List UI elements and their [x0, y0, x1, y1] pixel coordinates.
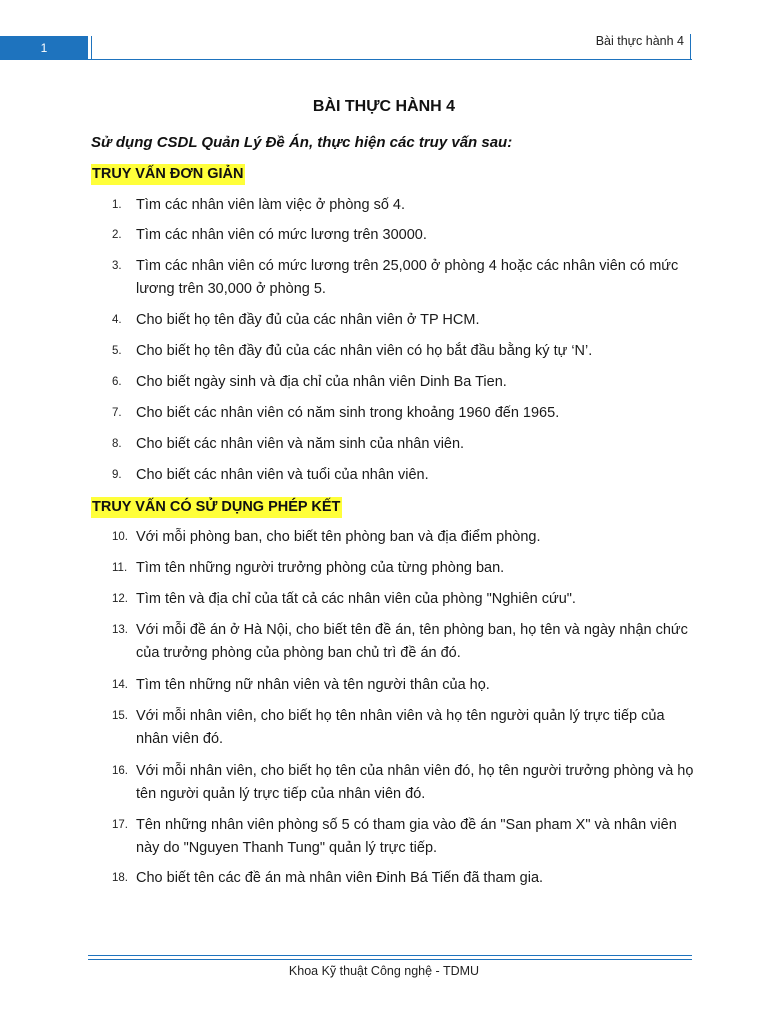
item-number: 14.	[112, 679, 128, 691]
list-item	[112, 402, 696, 425]
item-text: Với mỗi nhân viên, cho biết họ tên của nhân viên đó, họ tên người trưởng phòng và họ tên người quản lý trực tiếp của nhân viên đó.	[136, 763, 694, 802]
item-text: Với mỗi nhân viên, cho biết họ tên nhân viên và họ tên người quản lý trực tiếp của nhân viên đó.	[136, 708, 665, 747]
item-number: 2.	[112, 229, 122, 241]
item-text: Tìm tên và địa chỉ của tất cả các nhân viên của phòng "Nghiên cứu".	[136, 591, 576, 607]
list-item	[112, 705, 696, 751]
list-item	[112, 867, 696, 890]
item-number: 15.	[112, 710, 128, 722]
list-item	[112, 526, 696, 549]
list-item	[112, 224, 696, 247]
list-item	[112, 760, 696, 806]
list-item	[112, 255, 696, 301]
header-tick-left	[91, 36, 92, 59]
item-number: 16.	[112, 765, 128, 777]
item-text: Cho biết họ tên đầy đủ của các nhân viên ở TP HCM.	[136, 312, 480, 328]
item-text: Cho biết họ tên đầy đủ của các nhân viên có họ bắt đầu bằng ký tự ‘N’.	[136, 343, 593, 359]
item-text: Tìm tên những nữ nhân viên và tên người thân của họ.	[136, 677, 490, 693]
item-number: 8.	[112, 438, 122, 450]
list-item	[112, 619, 696, 665]
item-text: Với mỗi đề án ở Hà Nội, cho biết tên đề án, tên phòng ban, họ tên và ngày nhận chức của trưởng phòng của phòng ban chủ trì đề án đó.	[136, 622, 688, 661]
item-text: Cho biết ngày sinh và địa chỉ của nhân viên Dinh Ba Tien.	[136, 374, 507, 390]
item-number: 9.	[112, 469, 122, 481]
list-item	[112, 194, 696, 217]
item-number: 11.	[112, 562, 128, 574]
header-rule	[88, 59, 692, 60]
section-heading-join-queries: TRUY VẤN CÓ SỬ DỤNG PHÉP KẾT	[91, 497, 342, 518]
item-number: 5.	[112, 345, 122, 357]
item-text: Tìm tên những người trưởng phòng của từng phòng ban.	[136, 560, 505, 576]
list-item	[112, 433, 696, 456]
header-tick-right	[690, 34, 691, 59]
item-text: Tìm các nhân viên làm việc ở phòng số 4.	[136, 197, 406, 213]
item-number: 12.	[112, 593, 128, 605]
footer-rule-bottom	[88, 959, 692, 960]
item-number: 18.	[112, 872, 128, 884]
item-number: 4.	[112, 314, 122, 326]
footer-text: Khoa Kỹ thuật Công nghệ - TDMU	[288, 964, 480, 978]
page-number: 1	[40, 41, 48, 55]
footer-rule-top	[88, 955, 692, 956]
document-subtitle: Sử dụng CSDL Quản Lý Đề Án, thực hiện các truy vấn sau:	[91, 134, 513, 151]
section-heading-simple-queries: TRUY VẤN ĐƠN GIẢN	[91, 164, 245, 185]
item-text: Tìm các nhân viên có mức lương trên 25,000 ở phòng 4 hoặc các nhân viên có mức lương trên 30,000 ở phòng 5.	[136, 258, 679, 297]
list-item	[112, 674, 696, 697]
item-number: 3.	[112, 260, 122, 272]
item-number: 17.	[112, 819, 128, 831]
page-number-tab	[0, 36, 88, 60]
document-title: BÀI THỰC HÀNH 4	[312, 98, 456, 115]
item-number: 6.	[112, 376, 122, 388]
item-number: 10.	[112, 531, 128, 543]
item-text: Cho biết tên các đề án mà nhân viên Đinh Bá Tiến đã tham gia.	[136, 870, 544, 886]
item-text: Với mỗi phòng ban, cho biết tên phòng ban và địa điểm phòng.	[136, 529, 541, 545]
item-number: 1.	[112, 199, 122, 211]
list-item	[112, 464, 696, 487]
list-item	[112, 371, 696, 394]
list-item	[112, 340, 696, 363]
list-item	[112, 588, 696, 611]
item-text: Tìm các nhân viên có mức lương trên 30000.	[136, 227, 427, 243]
item-text: Cho biết các nhân viên có năm sinh trong khoảng 1960 đến 1965.	[136, 405, 560, 421]
list-item	[112, 309, 696, 332]
item-text: Tên những nhân viên phòng số 5 có tham gia vào đề án "San pham X" và nhân viên này do "Nguyen Thanh Tung" quản lý trực tiếp.	[136, 817, 677, 856]
item-number: 7.	[112, 407, 122, 419]
item-number: 13.	[112, 624, 128, 636]
item-text: Cho biết các nhân viên và năm sinh của nhân viên.	[136, 436, 465, 452]
item-text: Cho biết các nhân viên và tuổi của nhân viên.	[136, 467, 429, 483]
running-head: Bài thực hành 4	[595, 34, 684, 48]
list-item	[112, 557, 696, 580]
list-item	[112, 814, 696, 860]
